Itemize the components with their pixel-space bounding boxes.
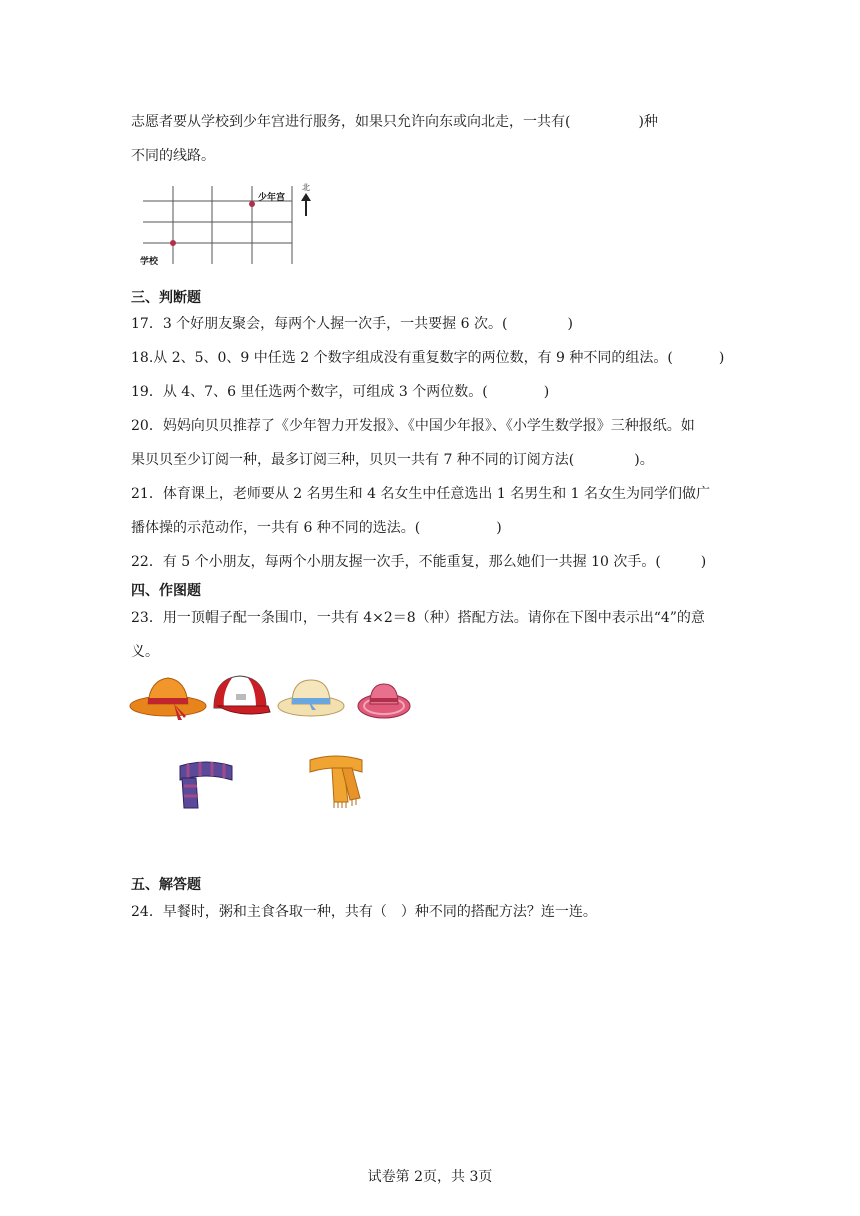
question-21 [131,518,731,538]
q22-end: ) [700,554,707,570]
palace-dot [249,201,255,207]
north-label: 北 [302,183,310,192]
pink-floppy-hat-icon [356,680,412,722]
q20-end: )。 [634,452,654,468]
straw-hat-icon [276,676,346,720]
q22-text: 22．有 5 个小朋友，每两个小朋友握一次手，不能重复，那么她们一共握 10 次手。( [131,554,661,570]
question-18 [131,348,731,368]
grid-diagram [140,184,320,268]
q17-text: 17．3 个好朋友聚会，每两个人握一次手，一共要握 6 次。( [131,316,508,332]
striped-scarf-icon [174,756,238,812]
palace-label: 少年宫 [258,193,286,203]
question-24: 24．早餐时，粥和主食各取一种，共有（ ）种不同的搭配方法？连一连。 [131,904,597,920]
q16-line1-end: )种 [638,114,658,130]
q20-line2: 果贝贝至少订阅一种，最多订阅三种，贝贝一共有 7 种不同的订阅方法( [131,452,575,468]
page-footer: 试卷第 2页，共 3页 [367,1169,493,1185]
q21-line1: 21．体育课上，老师要从 2 名男生和 4 名女生中任意选出 1 名男生和 1 名女生为同学们做广 [131,486,711,502]
section-3-title: 三、判断题 [131,290,201,306]
school-label: 学校 [140,257,159,267]
question-17 [131,314,731,334]
question-19 [131,382,731,402]
q21-end: ) [496,520,502,536]
section-4-title: 四、作图题 [131,583,201,599]
q16-line2: 不同的线路。 [131,148,215,164]
route-map [140,184,320,268]
section-5-title: 五、解答题 [131,877,201,893]
q23-line2: 义。 [131,644,159,660]
q17-end: ) [567,316,573,332]
q23-line1: 23．用一顶帽子配一条围巾，一共有 4×2＝8（种）搭配方法。请你在下图中表示出“4”的意 [131,610,705,626]
q19-end: ) [543,384,550,400]
question-22 [131,552,731,572]
orange-scarf-icon [304,750,368,810]
question-20 [131,450,731,470]
q16-line1: 志愿者要从学校到少年宫进行服务，如果只允许向东或向北走，一共有( [131,114,571,130]
school-dot [170,240,176,246]
q20-line1: 20．妈妈向贝贝推荐了《少年智力开发报》、《中国少年报》、《小学生数学报》三种报纸。如 [131,418,695,434]
q19-text: 19．从 4、7、6 里任选两个数字，可组成 3 个两位数。( [131,384,488,400]
baseball-cap-icon [208,672,274,722]
q18-end: ) [718,350,725,366]
question-16 [131,112,731,132]
q18-text: 18.从 2、5、0、9 中任选 2 个数字组成没有重复数字的两位数，有 9 种不同的组法。( [131,350,673,366]
orange-sun-hat-icon [128,672,208,728]
q21-line2: 播体操的示范动作，一共有 6 种不同的选法。( [131,520,421,536]
